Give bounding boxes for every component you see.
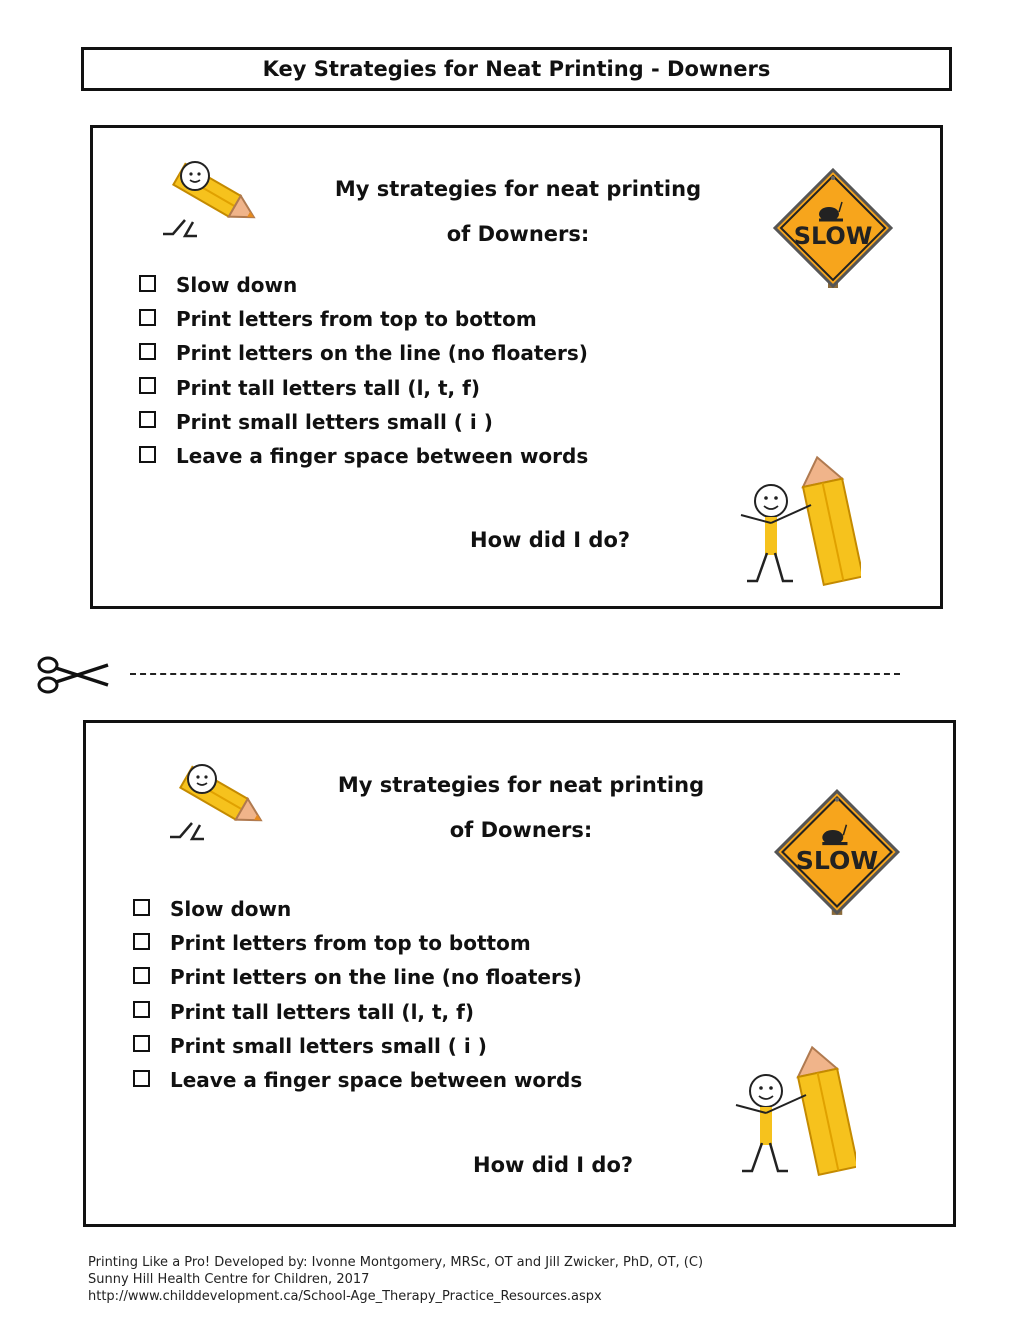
list-item[interactable] bbox=[139, 268, 588, 302]
list-item[interactable] bbox=[133, 926, 582, 960]
list-item[interactable] bbox=[133, 1063, 582, 1097]
list-item[interactable] bbox=[139, 371, 588, 405]
list-item-label: Leave a finger space between words bbox=[170, 1068, 583, 1093]
list-item[interactable] bbox=[133, 995, 582, 1029]
checkbox[interactable] bbox=[133, 967, 150, 984]
checkbox[interactable] bbox=[139, 411, 156, 428]
scissors-icon bbox=[36, 655, 110, 695]
page-title: Key Strategies for Neat Printing - Downers bbox=[262, 57, 771, 81]
checkbox[interactable] bbox=[133, 1070, 150, 1087]
pencil-friend-icon bbox=[726, 1043, 856, 1183]
list-item[interactable] bbox=[139, 405, 588, 439]
sign-text: SLOW bbox=[795, 845, 879, 875]
footer-url[interactable]: http://www.childdevelopment.ca/School-Age_Therapy_Practice_Resources.aspx bbox=[88, 1289, 602, 1304]
list-item-label: Print small letters small ( i ) bbox=[170, 1033, 487, 1058]
list-item[interactable] bbox=[139, 302, 588, 336]
checkbox[interactable] bbox=[133, 933, 150, 950]
strategy-card-2 bbox=[83, 720, 956, 1227]
list-item[interactable] bbox=[133, 1029, 582, 1063]
slow-sign-icon bbox=[772, 787, 902, 917]
strategy-list bbox=[139, 268, 588, 473]
list-item-label: Print letters on the line (no floaters) bbox=[176, 341, 588, 366]
checkbox[interactable] bbox=[139, 275, 156, 292]
list-item[interactable] bbox=[139, 336, 588, 370]
cut-line bbox=[130, 673, 900, 675]
footer-credits bbox=[88, 1254, 703, 1305]
checkbox[interactable] bbox=[133, 1035, 150, 1052]
pencil-carrier-icon bbox=[155, 150, 270, 242]
list-item[interactable] bbox=[139, 439, 588, 473]
checkbox[interactable] bbox=[139, 343, 156, 360]
checkbox[interactable] bbox=[133, 1001, 150, 1018]
list-item-label: Print letters on the line (no floaters) bbox=[170, 965, 582, 990]
strategy-card-1 bbox=[90, 125, 943, 609]
list-item-label: Slow down bbox=[170, 897, 292, 922]
pencil-carrier-icon bbox=[162, 753, 277, 845]
card-heading-line1: My strategies for neat printing bbox=[337, 773, 705, 797]
list-item-label: Print letters from top to bottom bbox=[170, 931, 531, 956]
list-item[interactable] bbox=[133, 892, 582, 926]
list-item-label: Leave a finger space between words bbox=[176, 444, 589, 469]
card-heading-line2: of Downers: bbox=[446, 222, 590, 246]
list-item-label: Slow down bbox=[176, 273, 298, 298]
page-title-box bbox=[81, 47, 952, 91]
list-item-label: Print small letters small ( i ) bbox=[176, 409, 493, 434]
slow-sign-icon bbox=[771, 166, 895, 290]
card-heading-line2: of Downers: bbox=[449, 818, 593, 842]
pencil-friend-icon bbox=[731, 453, 861, 593]
strategy-list bbox=[133, 892, 582, 1097]
list-item[interactable] bbox=[133, 960, 582, 994]
how-did-i-do: How did I do? bbox=[473, 1153, 634, 1177]
list-item-label: Print tall letters tall (l, t, f) bbox=[170, 999, 474, 1024]
footer-line-2: Sunny Hill Health Centre for Children, 2017 bbox=[88, 1272, 370, 1287]
list-item-label: Print tall letters tall (l, t, f) bbox=[176, 375, 480, 400]
checkbox[interactable] bbox=[139, 377, 156, 394]
list-item-label: Print letters from top to bottom bbox=[176, 307, 537, 332]
footer-line-1: Printing Like a Pro! Developed by: Ivonne Montgomery, MRSc, OT and Jill Zwicker, PhD, OT, (C) bbox=[88, 1255, 704, 1270]
checkbox[interactable] bbox=[139, 446, 156, 463]
checkbox[interactable] bbox=[133, 899, 150, 916]
how-did-i-do: How did I do? bbox=[470, 528, 631, 552]
card-heading-line1: My strategies for neat printing bbox=[334, 177, 702, 201]
checkbox[interactable] bbox=[139, 309, 156, 326]
sign-text: SLOW bbox=[793, 222, 873, 250]
